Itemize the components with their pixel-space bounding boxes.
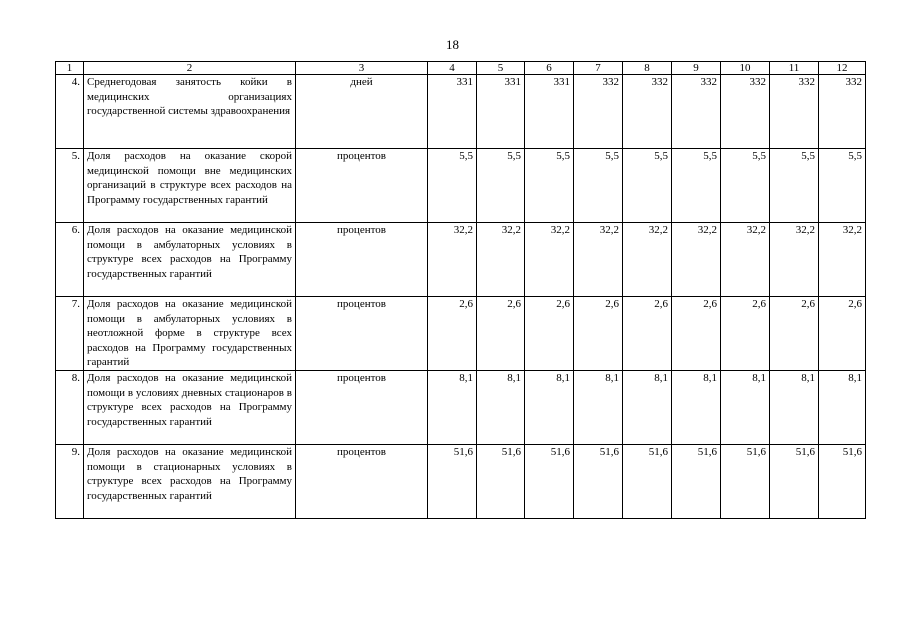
indicator-value: 51,6 xyxy=(477,445,525,519)
column-header: 6 xyxy=(525,62,574,75)
table-row xyxy=(56,149,866,223)
indicator-value: 332 xyxy=(770,75,819,149)
indicator-value: 5,5 xyxy=(770,149,819,223)
column-header: 12 xyxy=(819,62,866,75)
indicator-value: 2,6 xyxy=(819,297,866,371)
row-number: 4. xyxy=(56,75,84,149)
row-number: 5. xyxy=(56,149,84,223)
indicator-value: 331 xyxy=(428,75,477,149)
indicator-value: 331 xyxy=(525,75,574,149)
column-header: 5 xyxy=(477,62,525,75)
indicator-value: 8,1 xyxy=(819,371,866,445)
indicator-value: 32,2 xyxy=(428,223,477,297)
indicator-value: 5,5 xyxy=(672,149,721,223)
table-row xyxy=(56,75,866,149)
column-header: 9 xyxy=(672,62,721,75)
unit-of-measure: процентов xyxy=(296,149,428,223)
indicator-description: Среднегодовая занятость койки в медицинских организациях государственной системы здравоохранения xyxy=(84,75,296,149)
column-header: 3 xyxy=(296,62,428,75)
table-row xyxy=(56,445,866,519)
indicator-value: 51,6 xyxy=(525,445,574,519)
indicator-value: 2,6 xyxy=(525,297,574,371)
indicator-description: Доля расходов на оказание медицинской помощи в амбулаторных условиях в неотложной форме в структуре всех расходов на Программу государственных гарантий xyxy=(84,297,296,371)
indicator-value: 2,6 xyxy=(477,297,525,371)
unit-of-measure: дней xyxy=(296,75,428,149)
indicator-value: 8,1 xyxy=(525,371,574,445)
header-row xyxy=(56,62,866,75)
indicator-value: 2,6 xyxy=(428,297,477,371)
table-body xyxy=(56,62,866,519)
indicator-value: 51,6 xyxy=(721,445,770,519)
table-row xyxy=(56,297,866,371)
indicators-table xyxy=(55,61,866,519)
indicator-description: Доля расходов на оказание скорой медицинской помощи вне медицинских организаций в структуре всех расходов на Программу государственных гарантий xyxy=(84,149,296,223)
indicator-value: 32,2 xyxy=(819,223,866,297)
row-number: 6. xyxy=(56,223,84,297)
column-header: 10 xyxy=(721,62,770,75)
indicator-value: 5,5 xyxy=(721,149,770,223)
indicator-value: 51,6 xyxy=(672,445,721,519)
indicator-value: 5,5 xyxy=(477,149,525,223)
table-row xyxy=(56,371,866,445)
unit-of-measure: процентов xyxy=(296,223,428,297)
indicator-value: 332 xyxy=(721,75,770,149)
indicator-value: 332 xyxy=(819,75,866,149)
indicator-value: 32,2 xyxy=(721,223,770,297)
column-header: 8 xyxy=(623,62,672,75)
indicator-value: 32,2 xyxy=(672,223,721,297)
unit-of-measure: процентов xyxy=(296,371,428,445)
indicator-value: 2,6 xyxy=(623,297,672,371)
indicator-value: 5,5 xyxy=(428,149,477,223)
indicator-description: Доля расходов на оказание медицинской помощи в стационарных условиях в структуре всех расходов на Программу государственных гарантий xyxy=(84,445,296,519)
indicator-value: 2,6 xyxy=(574,297,623,371)
row-number: 7. xyxy=(56,297,84,371)
indicator-value: 5,5 xyxy=(525,149,574,223)
table-row xyxy=(56,223,866,297)
row-number: 9. xyxy=(56,445,84,519)
indicator-value: 2,6 xyxy=(672,297,721,371)
indicator-value: 32,2 xyxy=(770,223,819,297)
row-number: 8. xyxy=(56,371,84,445)
indicator-value: 51,6 xyxy=(623,445,672,519)
indicator-value: 5,5 xyxy=(819,149,866,223)
indicator-description: Доля расходов на оказание медицинской помощи в условиях дневных стационаров в структуре всех расходов на Программу государственных гарантий xyxy=(84,371,296,445)
indicator-value: 5,5 xyxy=(623,149,672,223)
indicator-value: 32,2 xyxy=(623,223,672,297)
indicator-value: 5,5 xyxy=(574,149,623,223)
indicator-value: 51,6 xyxy=(428,445,477,519)
indicator-value: 331 xyxy=(477,75,525,149)
indicator-value: 8,1 xyxy=(574,371,623,445)
indicator-value: 332 xyxy=(574,75,623,149)
indicator-value: 8,1 xyxy=(428,371,477,445)
indicator-value: 51,6 xyxy=(819,445,866,519)
indicator-value: 8,1 xyxy=(623,371,672,445)
indicator-value: 332 xyxy=(672,75,721,149)
indicator-value: 8,1 xyxy=(721,371,770,445)
column-header: 2 xyxy=(84,62,296,75)
indicator-value: 32,2 xyxy=(574,223,623,297)
column-header: 1 xyxy=(56,62,84,75)
indicator-value: 2,6 xyxy=(770,297,819,371)
indicator-value: 32,2 xyxy=(525,223,574,297)
indicator-value: 8,1 xyxy=(477,371,525,445)
column-header: 7 xyxy=(574,62,623,75)
indicator-value: 8,1 xyxy=(770,371,819,445)
column-header: 11 xyxy=(770,62,819,75)
unit-of-measure: процентов xyxy=(296,297,428,371)
indicator-value: 51,6 xyxy=(770,445,819,519)
page-number: 18 xyxy=(446,37,459,52)
indicator-value: 51,6 xyxy=(574,445,623,519)
unit-of-measure: процентов xyxy=(296,445,428,519)
indicator-value: 32,2 xyxy=(477,223,525,297)
column-header: 4 xyxy=(428,62,477,75)
indicator-value: 332 xyxy=(623,75,672,149)
indicator-value: 2,6 xyxy=(721,297,770,371)
indicator-description: Доля расходов на оказание медицинской помощи в амбулаторных условиях в структуре всех расходов на Программу государственных гарантий xyxy=(84,223,296,297)
indicator-value: 8,1 xyxy=(672,371,721,445)
